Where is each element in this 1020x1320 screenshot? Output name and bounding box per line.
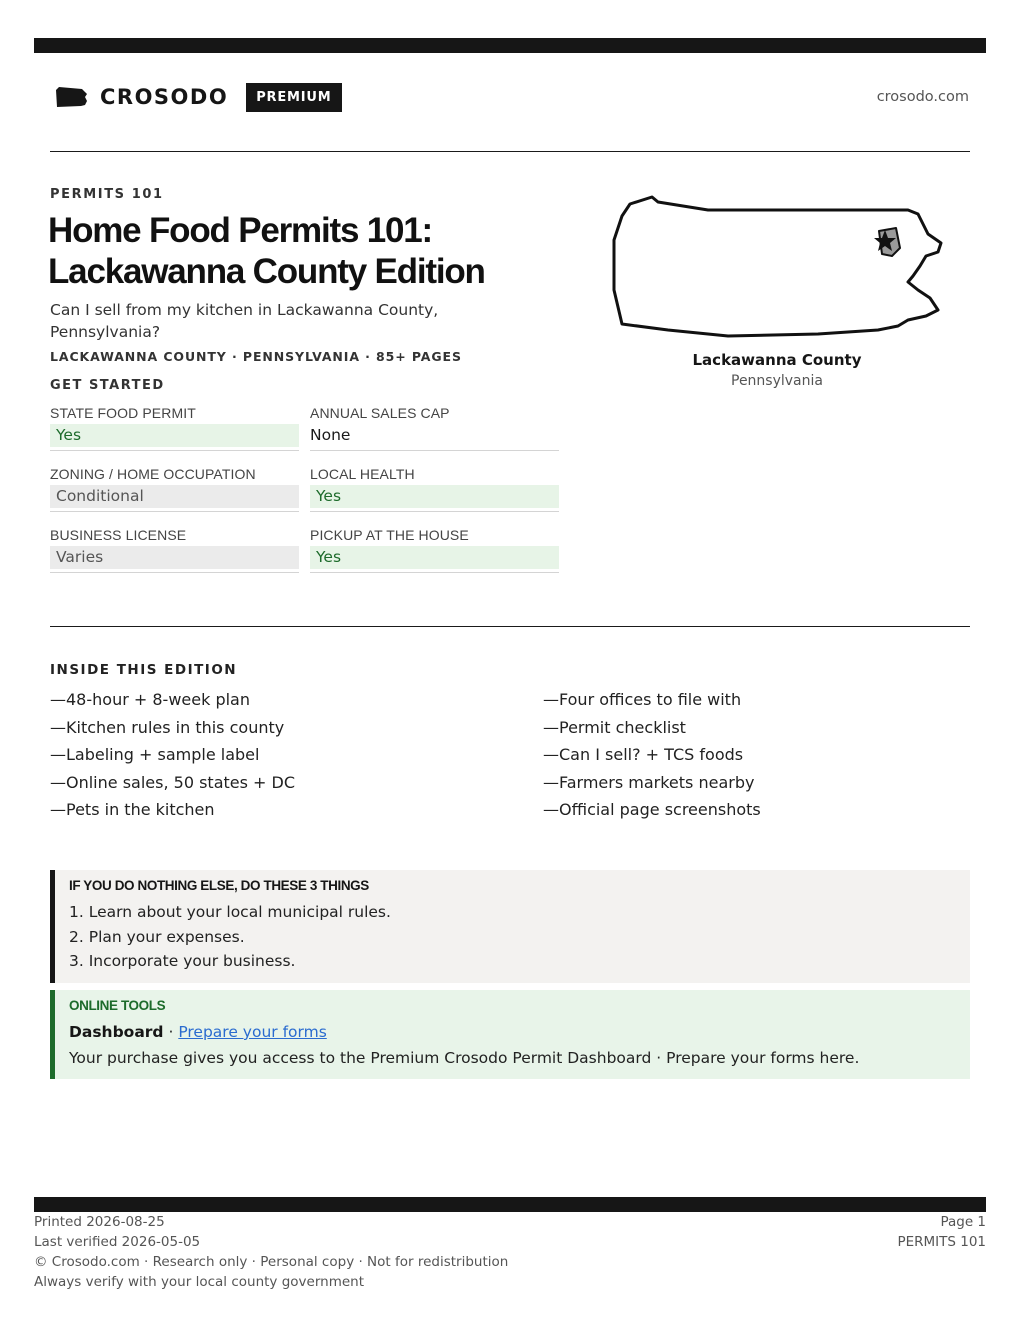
step-item: 2. Plan your expenses. bbox=[69, 927, 245, 946]
list-item: —Labeling + sample label bbox=[50, 745, 260, 764]
page-number: Page 1 bbox=[940, 1214, 986, 1230]
fact-value: None bbox=[310, 426, 351, 444]
separator: · bbox=[163, 1023, 179, 1041]
fact-label: PICKUP AT THE HOUSE bbox=[310, 527, 469, 543]
subtitle: Can I sell from my kitchen in Lackawanna County, Pennsylvania? bbox=[50, 301, 439, 341]
fact-pickup bbox=[310, 526, 559, 573]
step-item: 3. Incorporate your business. bbox=[69, 952, 296, 970]
fact-value: Conditional bbox=[50, 485, 299, 508]
bottom-bar bbox=[34, 1197, 986, 1212]
map-state-label: Pennsylvania bbox=[731, 373, 823, 389]
list-item: —Official page screenshots bbox=[543, 800, 761, 819]
list-item: —Kitchen rules in this county bbox=[50, 717, 285, 737]
three-things-callout bbox=[50, 870, 970, 983]
section-divider bbox=[50, 626, 970, 627]
edition-meta: LACKAWANNA COUNTY · PENNSYLVANIA · 85+ PAGES bbox=[50, 349, 462, 364]
list-item: —Pets in the kitchen bbox=[50, 800, 215, 819]
tools-line bbox=[69, 1020, 970, 1044]
tools-description: Your purchase gives you access to the Premium Crosodo Permit Dashboard · Prepare your forms here. bbox=[69, 1049, 860, 1067]
fact-label: BUSINESS LICENSE bbox=[50, 527, 187, 543]
list-item: —Online sales, 50 states + DC bbox=[50, 772, 296, 792]
fact-annual-sales-cap bbox=[310, 404, 559, 451]
eyebrow: PERMITS 101 bbox=[50, 187, 164, 202]
step-item: 1. Learn about your local municipal rules. bbox=[69, 903, 391, 921]
fact-label: ANNUAL SALES CAP bbox=[310, 405, 450, 421]
inside-heading: INSIDE THIS EDITION bbox=[50, 662, 238, 678]
page-title bbox=[48, 210, 608, 292]
disclaimer: Always verify with your local county government bbox=[34, 1274, 364, 1290]
footer-right bbox=[897, 1212, 986, 1252]
pennsylvania-shape-icon bbox=[54, 86, 88, 108]
verified-date: Last verified 2026-05-05 bbox=[34, 1234, 201, 1250]
site-url[interactable]: crosodo.com bbox=[876, 89, 969, 105]
fact-label: LOCAL HEALTH bbox=[310, 466, 415, 482]
copyright: © Crosodo.com · Research only · Personal copy · Not for redistribution bbox=[34, 1254, 509, 1270]
title-line-1: Home Food Permits 101: bbox=[48, 211, 432, 250]
fact-zoning bbox=[50, 465, 299, 512]
list-item: —48-hour + 8-week plan bbox=[50, 690, 250, 709]
title-line-2: Lackawanna County Edition bbox=[48, 252, 485, 291]
top-bar bbox=[34, 38, 986, 53]
fact-value: Yes bbox=[310, 485, 559, 508]
fact-local-health bbox=[310, 465, 559, 512]
list-item: —Can I sell? + TCS foods bbox=[543, 745, 744, 764]
prepare-forms-link[interactable]: Prepare your forms bbox=[178, 1023, 327, 1041]
get-started-heading: GET STARTED bbox=[50, 378, 165, 393]
list-item: —Permit checklist bbox=[543, 717, 686, 737]
list-item: —Farmers markets nearby bbox=[543, 772, 755, 792]
brand-name: CROSODO bbox=[100, 85, 229, 109]
callout-title: IF YOU DO NOTHING ELSE, DO THESE 3 THINGS bbox=[69, 878, 369, 893]
callout-title: ONLINE TOOLS bbox=[69, 998, 166, 1013]
map-county-label: Lackawanna County bbox=[692, 351, 862, 369]
fact-label: ZONING / HOME OCCUPATION bbox=[50, 466, 256, 482]
premium-badge: PREMIUM bbox=[246, 83, 341, 112]
fact-value: Yes bbox=[50, 424, 299, 447]
page-header bbox=[54, 82, 970, 112]
fact-value: Varies bbox=[50, 546, 299, 569]
fact-value: Yes bbox=[310, 546, 559, 569]
footer-left bbox=[34, 1212, 508, 1292]
fact-state-food-permit bbox=[50, 404, 299, 451]
state-outline bbox=[614, 197, 941, 336]
inside-list bbox=[50, 688, 970, 826]
steps-list bbox=[69, 900, 970, 974]
online-tools-callout bbox=[50, 990, 970, 1079]
pennsylvania-map bbox=[608, 190, 948, 342]
list-item: —Four offices to file with bbox=[543, 690, 742, 709]
dashboard-label: Dashboard bbox=[69, 1023, 164, 1041]
fact-business-license bbox=[50, 526, 299, 573]
printed-date: Printed 2026-08-25 bbox=[34, 1214, 165, 1230]
header-divider bbox=[50, 151, 970, 152]
facts-grid bbox=[50, 404, 559, 573]
fact-label: STATE FOOD PERMIT bbox=[50, 405, 196, 421]
footer-section: PERMITS 101 bbox=[897, 1234, 986, 1250]
